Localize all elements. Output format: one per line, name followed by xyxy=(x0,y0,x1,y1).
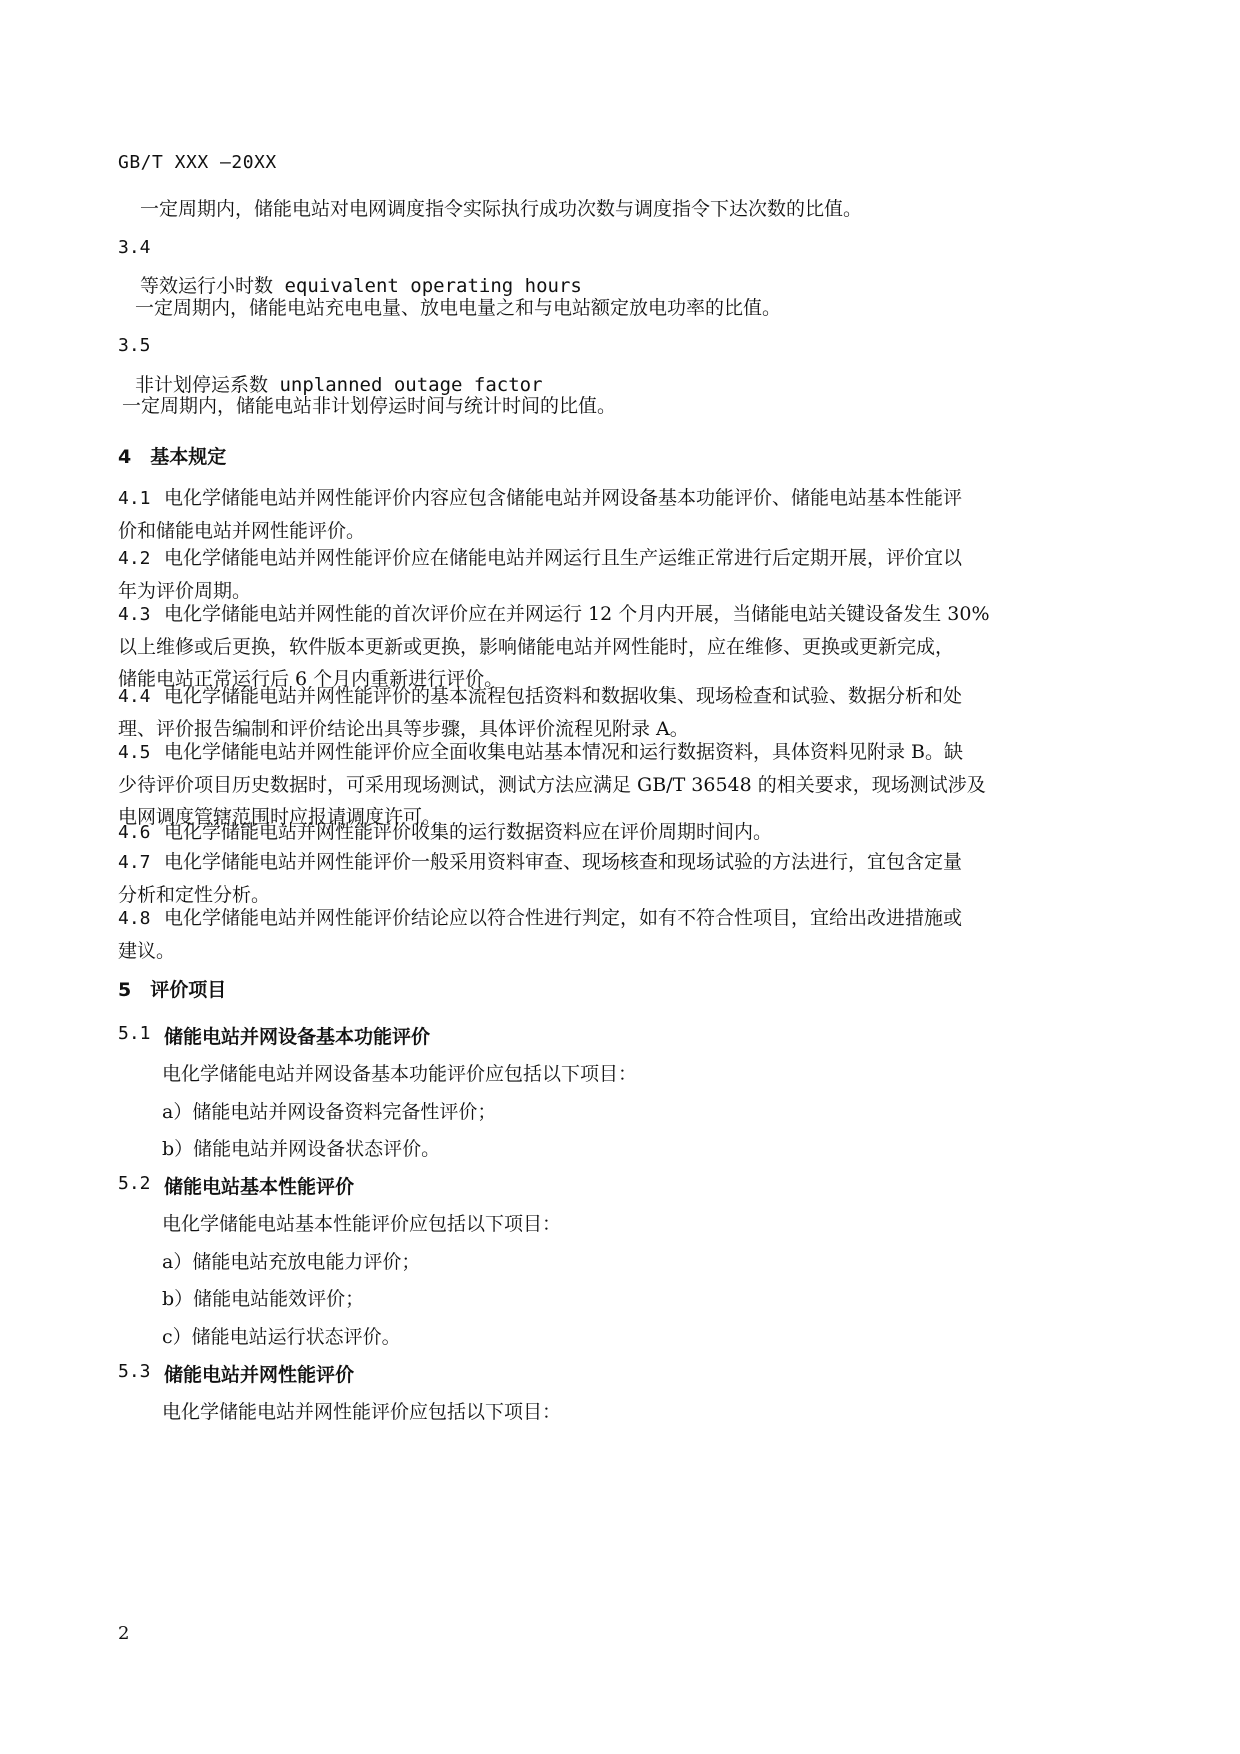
clause-text: 年为评价周期。 xyxy=(118,580,252,602)
list-item: b）储能电站能效评价； xyxy=(162,1288,365,1310)
clause-number: 4.4 xyxy=(118,686,151,707)
clause-5-3-intro: 电化学储能电站并网性能评价应包括以下项目： xyxy=(162,1401,562,1423)
clause-text: 电化学储能电站并网性能评价的基本流程包括资料和数据收集、现场检查和试验、数据分析和处 xyxy=(164,685,963,707)
clause-5-2-title: 储能电站基本性能评价 xyxy=(164,1176,355,1198)
term-3-4-number: 3.4 xyxy=(118,237,151,258)
page-number: 2 xyxy=(118,1623,130,1644)
clause-text: 电化学储能电站并网性能评价应全面收集电站基本情况和运行数据资料，具体资料见附录 B。缺 xyxy=(164,741,964,763)
clause-text: 电网调度管辖范围时应报请调度许可。 xyxy=(118,806,442,828)
clause-text: 储能电站正常运行后 6 个月内重新进行评价。 xyxy=(118,668,504,690)
term-3-4-title: 等效运行小时数 equivalent operating hours xyxy=(140,275,582,297)
clause-5-1-intro: 电化学储能电站并网设备基本功能评价应包括以下项目： xyxy=(162,1063,638,1085)
clause-text: 价和储能电站并网性能评价。 xyxy=(118,520,366,542)
term-3-5-title: 非计划停运系数 unplanned outage factor xyxy=(135,374,543,396)
clause-number: 4.2 xyxy=(118,548,151,569)
clause-text: 理、评价报告编制和评价结论出具等步骤，具体评价流程见附录 A。 xyxy=(118,718,689,740)
clause-text: 电化学储能电站并网性能的首次评价应在并网运行 12 个月内开展，当储能电站关键设备发生 30% xyxy=(164,603,990,625)
clause-5-1-number: 5.1 xyxy=(118,1023,151,1044)
list-item: a）储能电站并网设备资料完备性评价； xyxy=(162,1101,497,1123)
term-3-4-definition: 一定周期内，储能电站充电电量、放电电量之和与电站额定放电功率的比值。 xyxy=(135,297,782,319)
clause-4-8 xyxy=(118,902,1118,967)
clause-5-2-intro: 电化学储能电站基本性能评价应包括以下项目： xyxy=(162,1213,562,1235)
clause-text: 电化学储能电站并网性能评价结论应以符合性进行判定，如有不符合性项目，宜给出改进措施或 xyxy=(164,907,963,929)
term-3-3-definition: 一定周期内，储能电站对电网调度指令实际执行成功次数与调度指令下达次数的比值。 xyxy=(140,198,863,220)
clause-text: 分析和定性分析。 xyxy=(118,884,271,906)
clause-number: 4.1 xyxy=(118,488,151,509)
clause-5-3-number: 5.3 xyxy=(118,1361,151,1382)
clause-text: 电化学储能电站并网性能评价内容应包含储能电站并网设备基本功能评价、储能电站基本性能评 xyxy=(164,487,963,509)
clause-text: 电化学储能电站并网性能评价收集的运行数据资料应在评价周期时间内。 xyxy=(164,821,773,843)
clause-text: 少待评价项目历史数据时，可采用现场测试，测试方法应满足 GB/T 36548 的相关要求，现场测试涉及 xyxy=(118,774,986,796)
clause-number: 4.6 xyxy=(118,822,151,843)
clause-number: 4.7 xyxy=(118,852,151,873)
term-3-5-number: 3.5 xyxy=(118,335,151,356)
clause-number: 4.3 xyxy=(118,604,151,625)
section-4-heading: 4 基本规定 xyxy=(118,446,227,468)
clause-number: 4.8 xyxy=(118,908,151,929)
clause-text: 建议。 xyxy=(118,940,176,962)
list-item: c）储能电站运行状态评价。 xyxy=(162,1326,401,1348)
clause-5-3-title: 储能电站并网性能评价 xyxy=(164,1364,355,1386)
list-item: b）储能电站并网设备状态评价。 xyxy=(162,1138,441,1160)
clause-4-1 xyxy=(118,482,1118,547)
clause-4-6 xyxy=(118,816,1118,849)
term-3-5-definition: 一定周期内，储能电站非计划停运时间与统计时间的比值。 xyxy=(122,395,617,417)
clause-text: 电化学储能电站并网性能评价一般采用资料审查、现场核查和现场试验的方法进行，宜包含定量 xyxy=(164,851,963,873)
clause-text: 电化学储能电站并网性能评价应在储能电站并网运行且生产运维正常进行后定期开展，评价宜以 xyxy=(164,547,963,569)
clause-5-1-title: 储能电站并网设备基本功能评价 xyxy=(164,1026,431,1048)
list-item: a）储能电站充放电能力评价； xyxy=(162,1251,421,1273)
clause-number: 4.5 xyxy=(118,742,151,763)
clause-5-2-number: 5.2 xyxy=(118,1173,151,1194)
document-code-header: GB/T XXX —20XX xyxy=(118,152,277,173)
clause-text: 以上维修或后更换，软件版本更新或更换，影响储能电站并网性能时，应在维修、更换或更新完成， xyxy=(118,636,955,658)
section-5-heading: 5 评价项目 xyxy=(118,979,227,1001)
